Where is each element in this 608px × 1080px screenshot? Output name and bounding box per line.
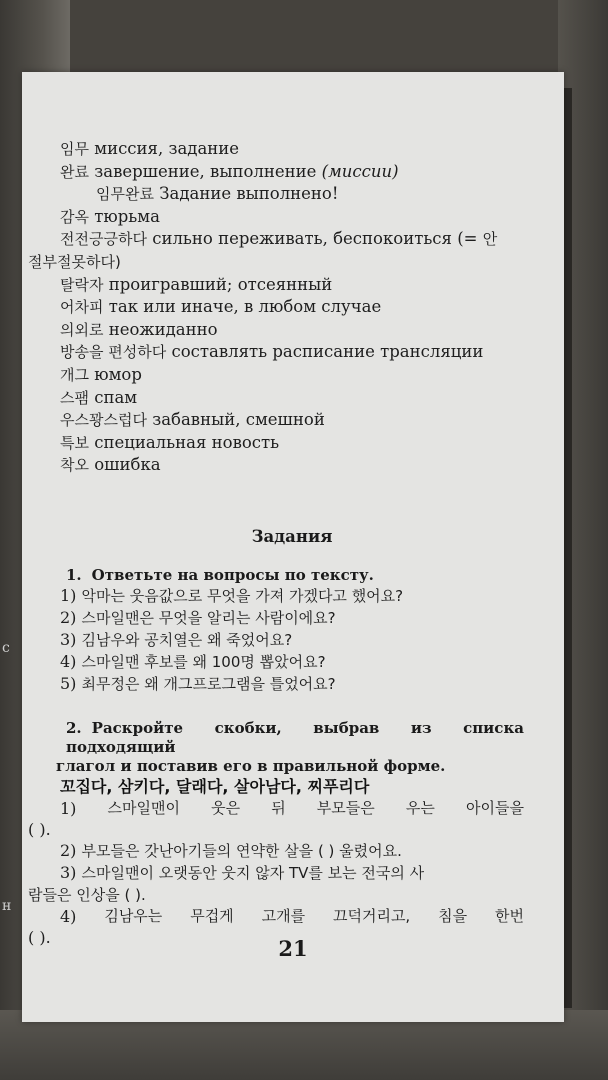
exercise-item: 3) 스마일맨이 오랫동안 웃지 않자 TV를 보는 전국의 사 [60, 862, 425, 882]
vocab-item: 임무완료 Задание выполнено! [96, 184, 339, 204]
exercise-item: 1) 스마일맨이 웃은 뒤 부모들은 우는 아이들을 [60, 798, 524, 818]
task-1-title: 1. Ответьте на вопросы по тексту. [66, 565, 374, 584]
word-list: 꼬집다, 삼키다, 달래다, 살아남다, 찌푸리다 [60, 776, 370, 796]
exercise-item-continuation: ( ). [28, 819, 51, 839]
exercise-item: 2) 부모들은 갓난아기들의 연약한 살을 ( ) 울렸어요. [60, 840, 402, 860]
task-2 [28, 718, 524, 948]
task-2-title: 2. Раскройте скобки, выбрав из списка подходящий [66, 718, 524, 756]
vocab-item: 완료 завершение, выполнение (миссии) [60, 161, 399, 181]
vocab-item: 임무 миссия, задание [60, 139, 240, 158]
vocab-item: 감옥 тюрьма [60, 206, 160, 226]
vocab-item: 어차피 так или иначе, в любом случае [60, 297, 382, 317]
vocab-item: 개그 юмор [60, 364, 142, 384]
vocab-item-continuation: 절부절못하다) [28, 252, 121, 271]
question-item: 2) 스마일맨은 무엇을 알리는 사람이에요? [60, 607, 336, 627]
page-content [28, 138, 524, 948]
exercise-item-continuation: 람들은 인상을 ( ). [28, 885, 146, 904]
vocabulary-list [28, 138, 524, 477]
vocab-item: 방송을 편성하다 составлять расписание трансляции [60, 342, 484, 362]
question-item: 1) 악마는 웃음값으로 무엇을 가져 가겠다고 했어요? [60, 585, 404, 605]
exercise-item-continuation: ( ). [28, 927, 51, 947]
section-heading: Задания [251, 526, 333, 546]
book-page [22, 72, 564, 1022]
edge-mark: н [2, 898, 12, 914]
edge-mark: c [2, 640, 10, 656]
question-item: 3) 김남우와 공치열은 왜 죽었어요? [60, 629, 293, 649]
vocab-item: 특보 специальная новость [60, 432, 280, 452]
task-1 [60, 566, 524, 695]
exercise-item: 4) 김남우는 무겁게 고개를 끄덕거리고, 침을 한번 [60, 906, 524, 926]
vocab-item: 전전긍긍하다 сильно переживать, беспокоиться (= 안 [60, 229, 498, 249]
vocab-item: 스팸 спам [60, 387, 138, 407]
vocab-item: 탈락자 проигравший; отсеянный [60, 274, 333, 294]
question-item: 5) 최무정은 왜 개그프로그램을 틀었어요? [60, 673, 336, 693]
vocab-item: 착오 ошибка [60, 455, 161, 475]
vocab-item: 우스꽝스럽다 забавный, смешной [60, 410, 325, 430]
task-2-title-cont: глагол и поставив его в правильной форме. [56, 756, 446, 775]
vocab-item: 의외로 неожиданно [60, 319, 218, 339]
page-number: 21 [278, 936, 308, 961]
question-item: 4) 스마일맨 후보를 왜 100명 뽑았어요? [60, 651, 326, 671]
